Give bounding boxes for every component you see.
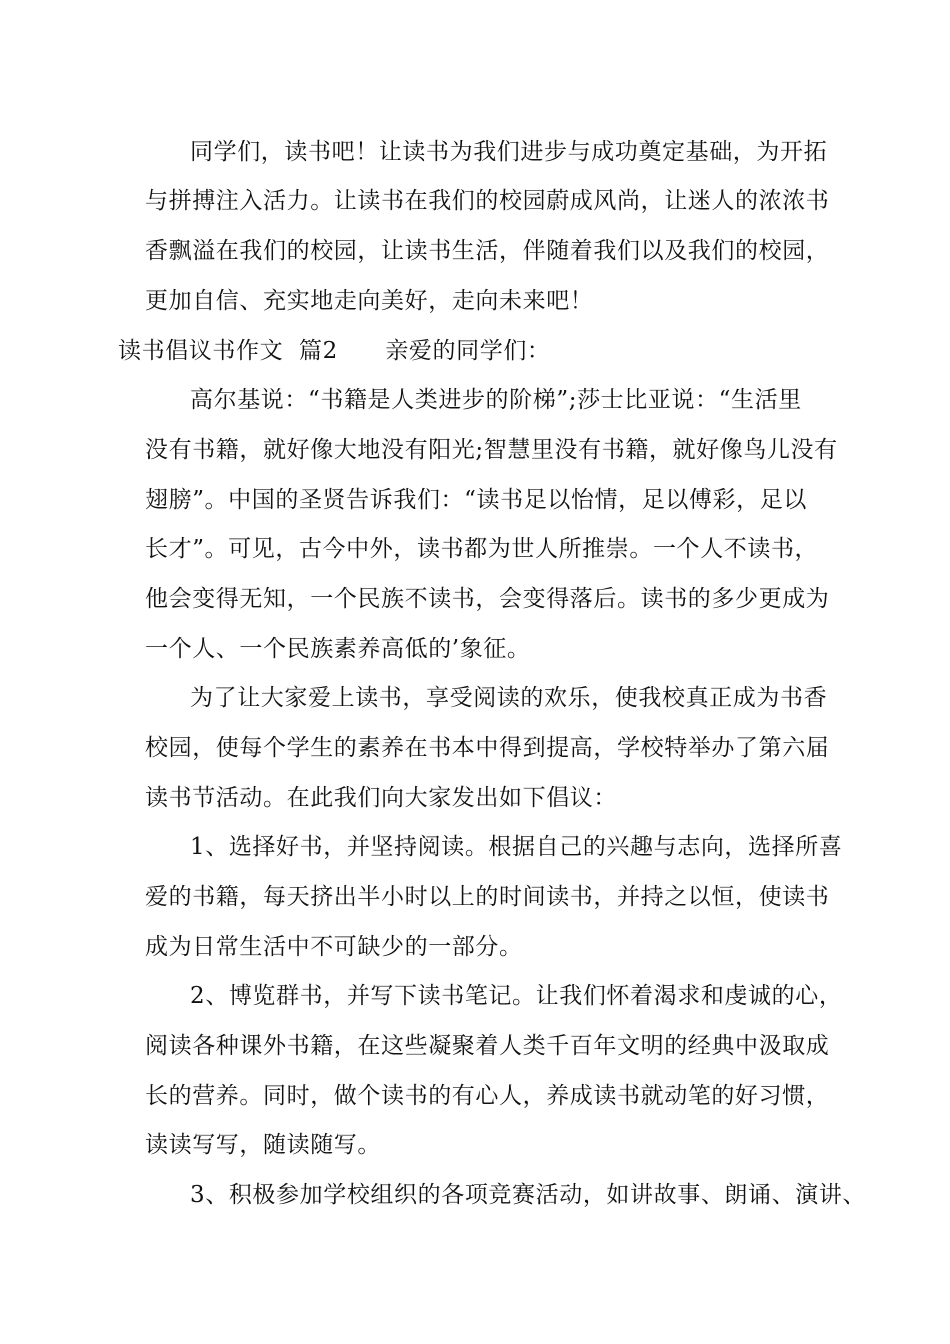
paragraph-3-line-2: 校园，使每个学生的素养在书本中得到提高，学校特举办了第六届 [145,735,830,761]
paragraph-3-line-1: 为了让大家爱上读书，享受阅读的欢乐，使我校真正成为书香 [190,685,828,711]
item-2-line-1: 2、博览群书，并写下读书笔记。让我们怀着渴求和虔诚的心， [190,983,843,1009]
paragraph-1-line-3: 香飘溢在我们的校园，让读书生活，伴随着我们以及我们的校园， [145,238,830,264]
item-2-line-2: 阅读各种课外书籍，在这些凝聚着人类千百年文明的经典中汲取成 [145,1033,830,1059]
item-1-line-3: 成为日常生活中不可缺少的一部分。 [145,934,523,960]
item-3-line-1: 3、积极参加学校组织的各项竞赛活动，如讲故事、朗诵、演讲、 [190,1182,867,1208]
paragraph-3-line-3: 读书节活动。在此我们向大家发出如下倡议： [145,785,617,811]
paragraph-2-line-3: 翅膀”。中国的圣贤告诉我们：“读书足以怡情，足以傅彩，足以 [145,487,807,513]
item-2-line-4: 读读写写，随读随写。 [145,1132,381,1158]
paragraph-2-line-4: 长才”。可见，古今中外，读书都为世人所推崇。一个人不读书， [145,536,819,562]
paragraph-1-line-2: 与拼搏注入活力。让读书在我们的校园蔚成风尚，让迷人的浓浓书 [145,188,830,214]
paragraph-2-line-2: 没有书籍，就好像大地没有阳光;智慧里没有书籍，就好像鸟儿没有 [145,437,838,463]
paragraph-1-line-1: 同学们，读书吧！让读书为我们进步与成功奠定基础，为开拓 [190,139,828,165]
paragraph-2-line-5: 他会变得无知，一个民族不读书，会变得落后。读书的多少更成为 [145,586,830,612]
item-1-line-2: 爱的书籍，每天挤出半小时以上的时间读书，并持之以恒，使读书 [145,884,830,910]
paragraph-2-line-1: 高尔基说：“书籍是人类进步的阶梯”;莎士比亚说：“生活里 [190,387,802,413]
item-1-line-1: 1、选择好书，并坚持阅读。根据自己的兴趣与志向，选择所喜 [190,834,843,860]
paragraph-2-line-6: 一个人、一个民族素养高低的’象征。 [145,636,531,662]
item-2-line-3: 长的营养。同时，做个读书的有心人，养成读书就动笔的好习惯， [145,1083,830,1109]
paragraph-1-line-4: 更加自信、充实地走向美好，走向未来吧！ [145,288,594,314]
section-heading: 读书倡议书作文 篇2 亲爱的同学们： [118,338,551,364]
